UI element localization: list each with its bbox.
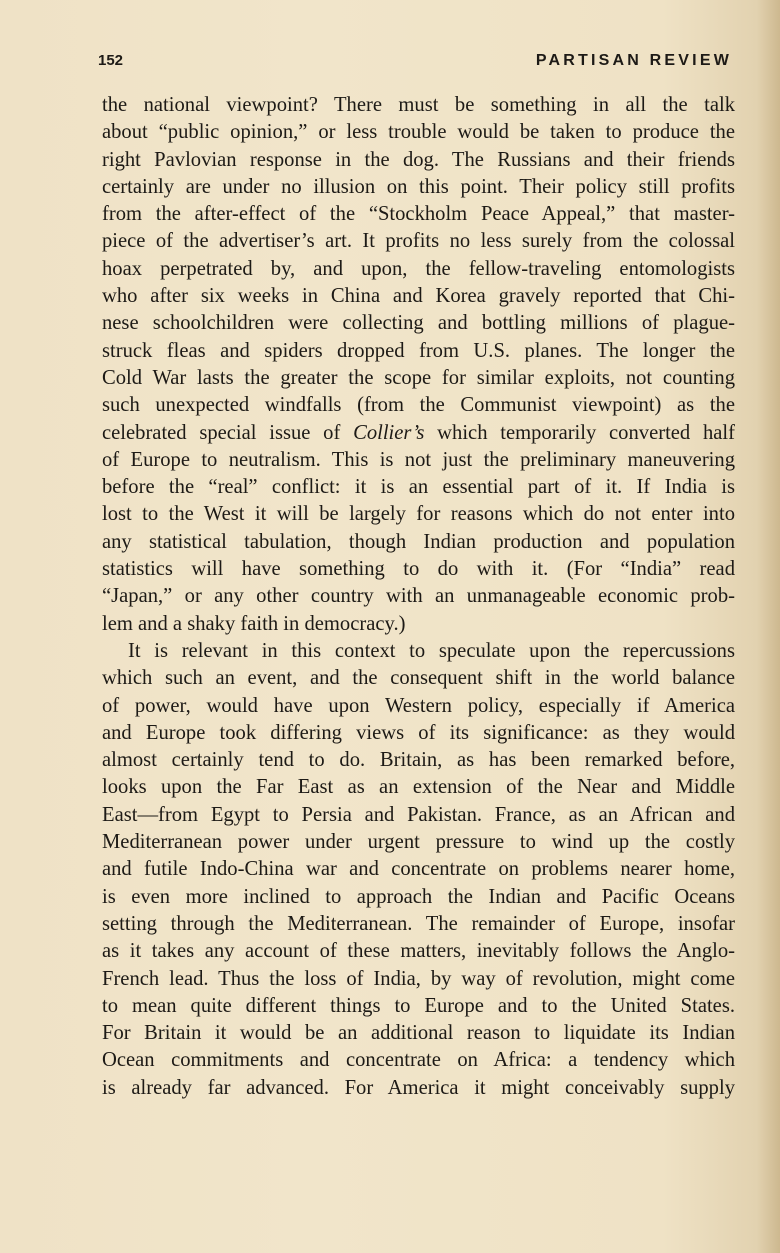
text-line: to mean quite different things to Europe and to the United States.: [102, 994, 735, 1017]
text-line: such unexpected windfalls (from the Communist viewpoint) as the: [102, 394, 735, 417]
text-line: statistics will have something to do with it. (For “India” read: [102, 558, 735, 581]
text-line: of Europe to neutralism. This is not just the preliminary maneuvering: [102, 448, 735, 471]
text-line: For Britain it would be an additional reason to liquidate its Indian: [102, 1022, 735, 1045]
text-line: “Japan,” or any other country with an unmanageable economic prob-: [102, 585, 735, 608]
text-line: lem and a shaky faith in democracy.): [102, 612, 406, 635]
text-line: nese schoolchildren were collecting and bottling millions of plague-: [102, 312, 735, 335]
text-line: Mediterranean power under urgent pressure to wind up the costly: [102, 831, 735, 854]
text-line: any statistical tabulation, though Indian production and population: [102, 530, 735, 553]
running-head: [98, 52, 732, 76]
text-line: East—from Egypt to Persia and Pakistan. France, as an African and: [102, 803, 735, 826]
text-line: and futile Indo-China war and concentrate on problems nearer home,: [102, 858, 735, 881]
text-line: right Pavlovian response in the dog. The Russians and their friends: [102, 148, 735, 171]
text-line: certainly are under no illusion on this point. Their policy still profits: [102, 175, 735, 198]
body-text: [102, 92, 735, 1102]
text-line: is already far advanced. For America it might conceivably supply: [102, 1076, 735, 1099]
text-line: the national viewpoint? There must be something in all the talk: [102, 94, 735, 116]
text-line: looks upon the Far East as an extension of the Near and Middle: [102, 776, 735, 799]
text-line: and Europe took differing views of its significance: as they would: [102, 721, 735, 744]
journal-title: PARTISAN REVIEW: [535, 52, 732, 69]
text-line: Ocean commitments and concentrate on Africa: a tendency which: [102, 1049, 735, 1072]
text-line: lost to the West it will be largely for reasons which do not enter into: [102, 503, 735, 526]
text-line: before the “real” conflict: it is an essential part of it. If India is: [102, 476, 735, 499]
text-line: of power, would have upon Western policy, especially if America: [102, 694, 735, 717]
text-line: setting through the Mediterranean. The remainder of Europe, insofar: [102, 912, 735, 935]
text-line: as it takes any account of these matters, inevitably follows the Anglo-: [102, 940, 735, 963]
paragraph-2: [102, 638, 735, 1102]
text-line: about “public opinion,” or less trouble would be taken to produce the: [102, 121, 735, 144]
text-line: Cold War lasts the greater the scope for similar exploits, not counting: [102, 366, 735, 389]
text-line: who after six weeks in China and Korea gravely reported that Chi-: [102, 285, 735, 308]
text-line: is even more inclined to approach the Indian and Pacific Oceans: [102, 885, 735, 908]
text-line: from the after-effect of the “Stockholm Peace Appeal,” that master-: [102, 203, 735, 226]
text-line: French lead. Thus the loss of India, by way of revolution, might come: [102, 967, 735, 990]
text-line-with-italic: [102, 420, 735, 447]
text-line: It is relevant in this context to speculate upon the repercussions: [128, 639, 735, 662]
paragraph-1: [102, 92, 735, 638]
text-line: which such an event, and the consequent shift in the world balance: [102, 667, 735, 690]
text-line: piece of the advertiser’s art. It profits no less surely from the colossal: [102, 230, 735, 253]
text-fragment: which temporarily converted half: [424, 421, 735, 444]
page-number: 152: [98, 52, 124, 69]
text-line: almost certainly tend to do. Britain, as has been remarked before,: [102, 749, 735, 772]
text-line: struck fleas and spiders dropped from U.S. planes. The longer the: [102, 339, 735, 362]
text-line: hoax perpetrated by, and upon, the fellow-traveling entomologists: [102, 257, 735, 280]
text-fragment: celebrated special issue of: [102, 421, 354, 444]
magazine-title-italic: Collier’s: [353, 421, 425, 444]
